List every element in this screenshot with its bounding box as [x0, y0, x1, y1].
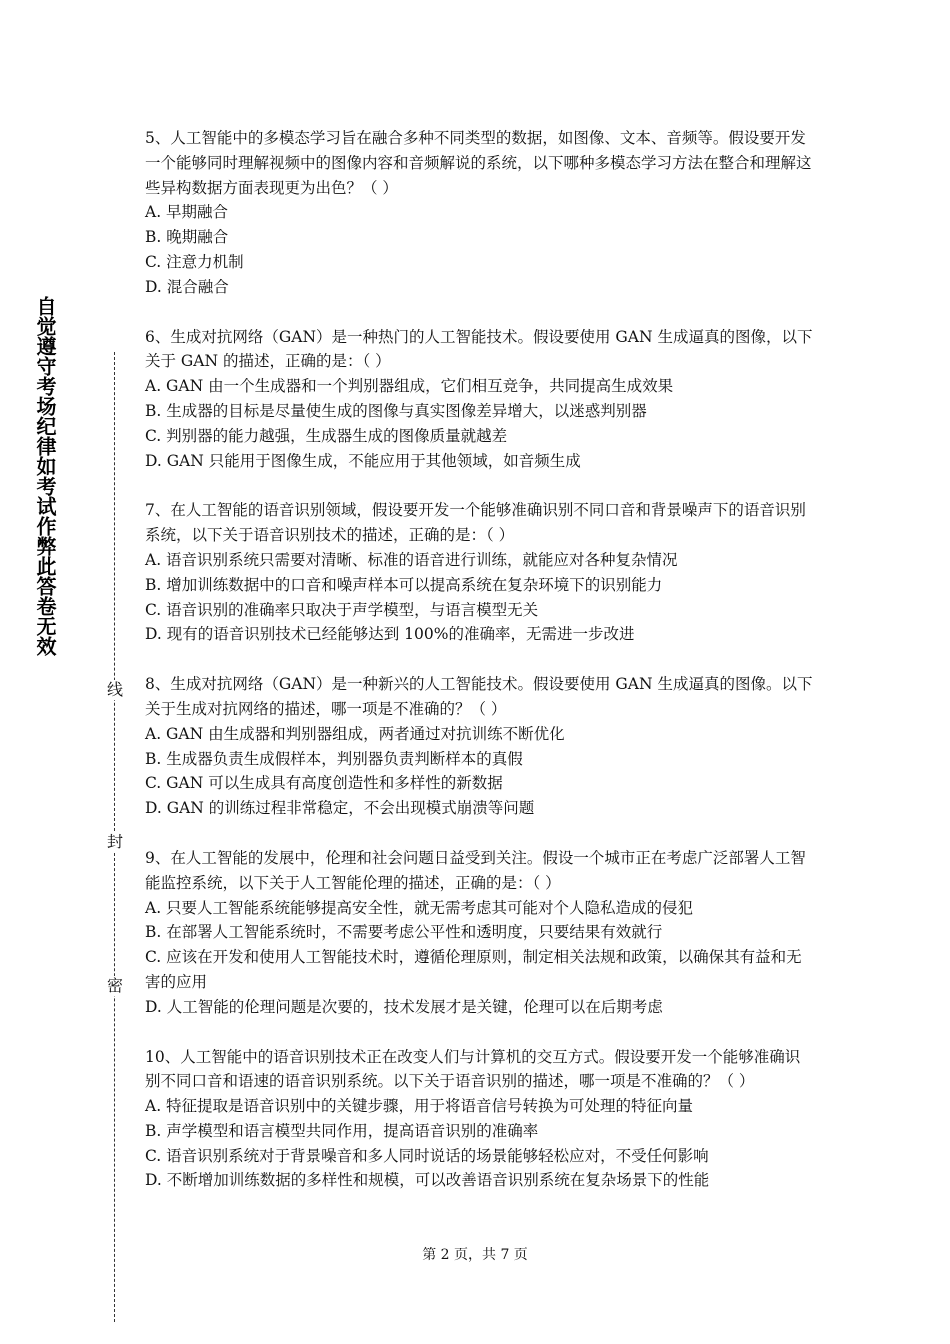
question-stem: 8、生成对抗网络（GAN）是一种新兴的人工智能技术。假设要使用 GAN 生成逼真的图像。以下关于生成对抗网络的描述，哪一项是不准确的？（ ） [145, 675, 813, 718]
question-9 [145, 846, 815, 1020]
question-list [145, 126, 815, 1218]
option-b: B. 在部署人工智能系统时，不需要考虑公平性和透明度，只要结果有效就行 [145, 923, 663, 942]
question-8 [145, 672, 815, 821]
option-d: D. 不断增加训练数据的多样性和规模，可以改善语音识别系统在复杂场景下的性能 [145, 1171, 710, 1190]
question-stem: 7、在人工智能的语音识别领域，假设要开发一个能够准确识别不同口音和背景噪声下的语音识别系统，以下关于语音识别技术的描述，正确的是：（ ） [145, 501, 806, 545]
option-b: B. 声学模型和语言模型共同作用，提高语音识别的准确率 [145, 1121, 539, 1140]
option-d: D. GAN 只能用于图像生成，不能应用于其他领域，如音频生成 [145, 451, 581, 470]
question-stem: 5、人工智能中的多模态学习旨在融合多种不同类型的数据，如图像、文本、音频等。假设要开发一个能够同时理解视频中的图像内容和音频解说的系统，以下哪种多模态学习方法在整合和理解这些异构数据方面表现更为出色？（ ） [145, 129, 812, 197]
option-a: A. 语音识别系统只需要对清晰、标准的语音进行训练，就能应对各种复杂情况 [145, 550, 678, 569]
exam-discipline-warning: 自觉遵守考场纪律如考试作弊此答卷无效 [33, 296, 57, 656]
option-b: B. 增加训练数据中的口音和噪声样本可以提高系统在复杂环境下的识别能力 [145, 575, 663, 594]
option-c: C. 注意力机制 [145, 252, 244, 271]
option-d: D. 混合融合 [145, 277, 229, 296]
option-a: A. 只要人工智能系统能够提高安全性，就无需考虑其可能对个人隐私造成的侵犯 [145, 898, 694, 917]
option-b: B. 晚期融合 [145, 228, 229, 247]
seal-mark-seal: 封 [106, 832, 123, 851]
option-a: A. GAN 由生成器和判别器组成，两者通过对抗训练不断优化 [145, 724, 565, 743]
option-c: C. 语音识别的准确率只取决于声学模型，与语言模型无关 [145, 600, 539, 619]
option-a: A. GAN 由一个生成器和一个判别器组成，它们相互竞争，共同提高生成效果 [145, 377, 674, 396]
option-b: B. 生成器的目标是尽量使生成的图像与真实图像差异增大，以迷惑判别器 [145, 401, 647, 420]
option-c: C. 语音识别系统对于背景噪音和多人同时说话的场景能够轻松应对，不受任何影响 [145, 1146, 709, 1165]
option-a: A. 早期融合 [145, 203, 229, 222]
option-a: A. 特征提取是语音识别中的关键步骤，用于将语音信号转换为可处理的特征向量 [145, 1097, 694, 1116]
seal-mark-secret: 密 [106, 976, 123, 995]
option-d: D. 人工智能的伦理问题是次要的，技术发展才是关键，伦理可以在后期考虑 [145, 997, 663, 1016]
question-7 [145, 498, 815, 647]
seal-mark-line: 线 [106, 680, 123, 699]
question-stem: 9、在人工智能的发展中，伦理和社会问题日益受到关注。假设一个城市正在考虑广泛部署人工智能监控系统，以下关于人工智能伦理的描述，正确的是：（ ） [145, 848, 806, 892]
option-d: D. GAN 的训练过程非常稳定，不会出现模式崩溃等问题 [145, 799, 535, 818]
question-10 [145, 1045, 815, 1194]
option-c: C. 应该在开发和使用人工智能技术时，遵循伦理原则，制定相关法规和政策，以确保其有益和无害的应用 [145, 948, 802, 991]
page-number: 第 2 页，共 7 页 [422, 1247, 528, 1263]
option-b: B. 生成器负责生成假样本，判别器负责判断样本的真假 [145, 749, 523, 768]
option-c: C. GAN 可以生成具有高度创造性和多样性的新数据 [145, 774, 503, 793]
option-c: C. 判别器的能力越强，生成器生成的图像质量就越差 [145, 426, 508, 445]
question-stem: 6、生成对抗网络（GAN）是一种热门的人工智能技术。假设要使用 GAN 生成逼真的图像，以下关于 GAN 的描述，正确的是：（ ） [145, 327, 813, 371]
question-5 [145, 126, 815, 300]
question-stem: 10、人工智能中的语音识别技术正在改变人们与计算机的交互方式。假设要开发一个能够准确识别不同口音和语速的语音识别系统。以下关于语音识别的描述，哪一项是不准确的？（ ） [145, 1047, 801, 1091]
option-d: D. 现有的语音识别技术已经能够达到 100%的准确率，无需进一步改进 [145, 625, 635, 644]
question-6 [145, 325, 815, 474]
